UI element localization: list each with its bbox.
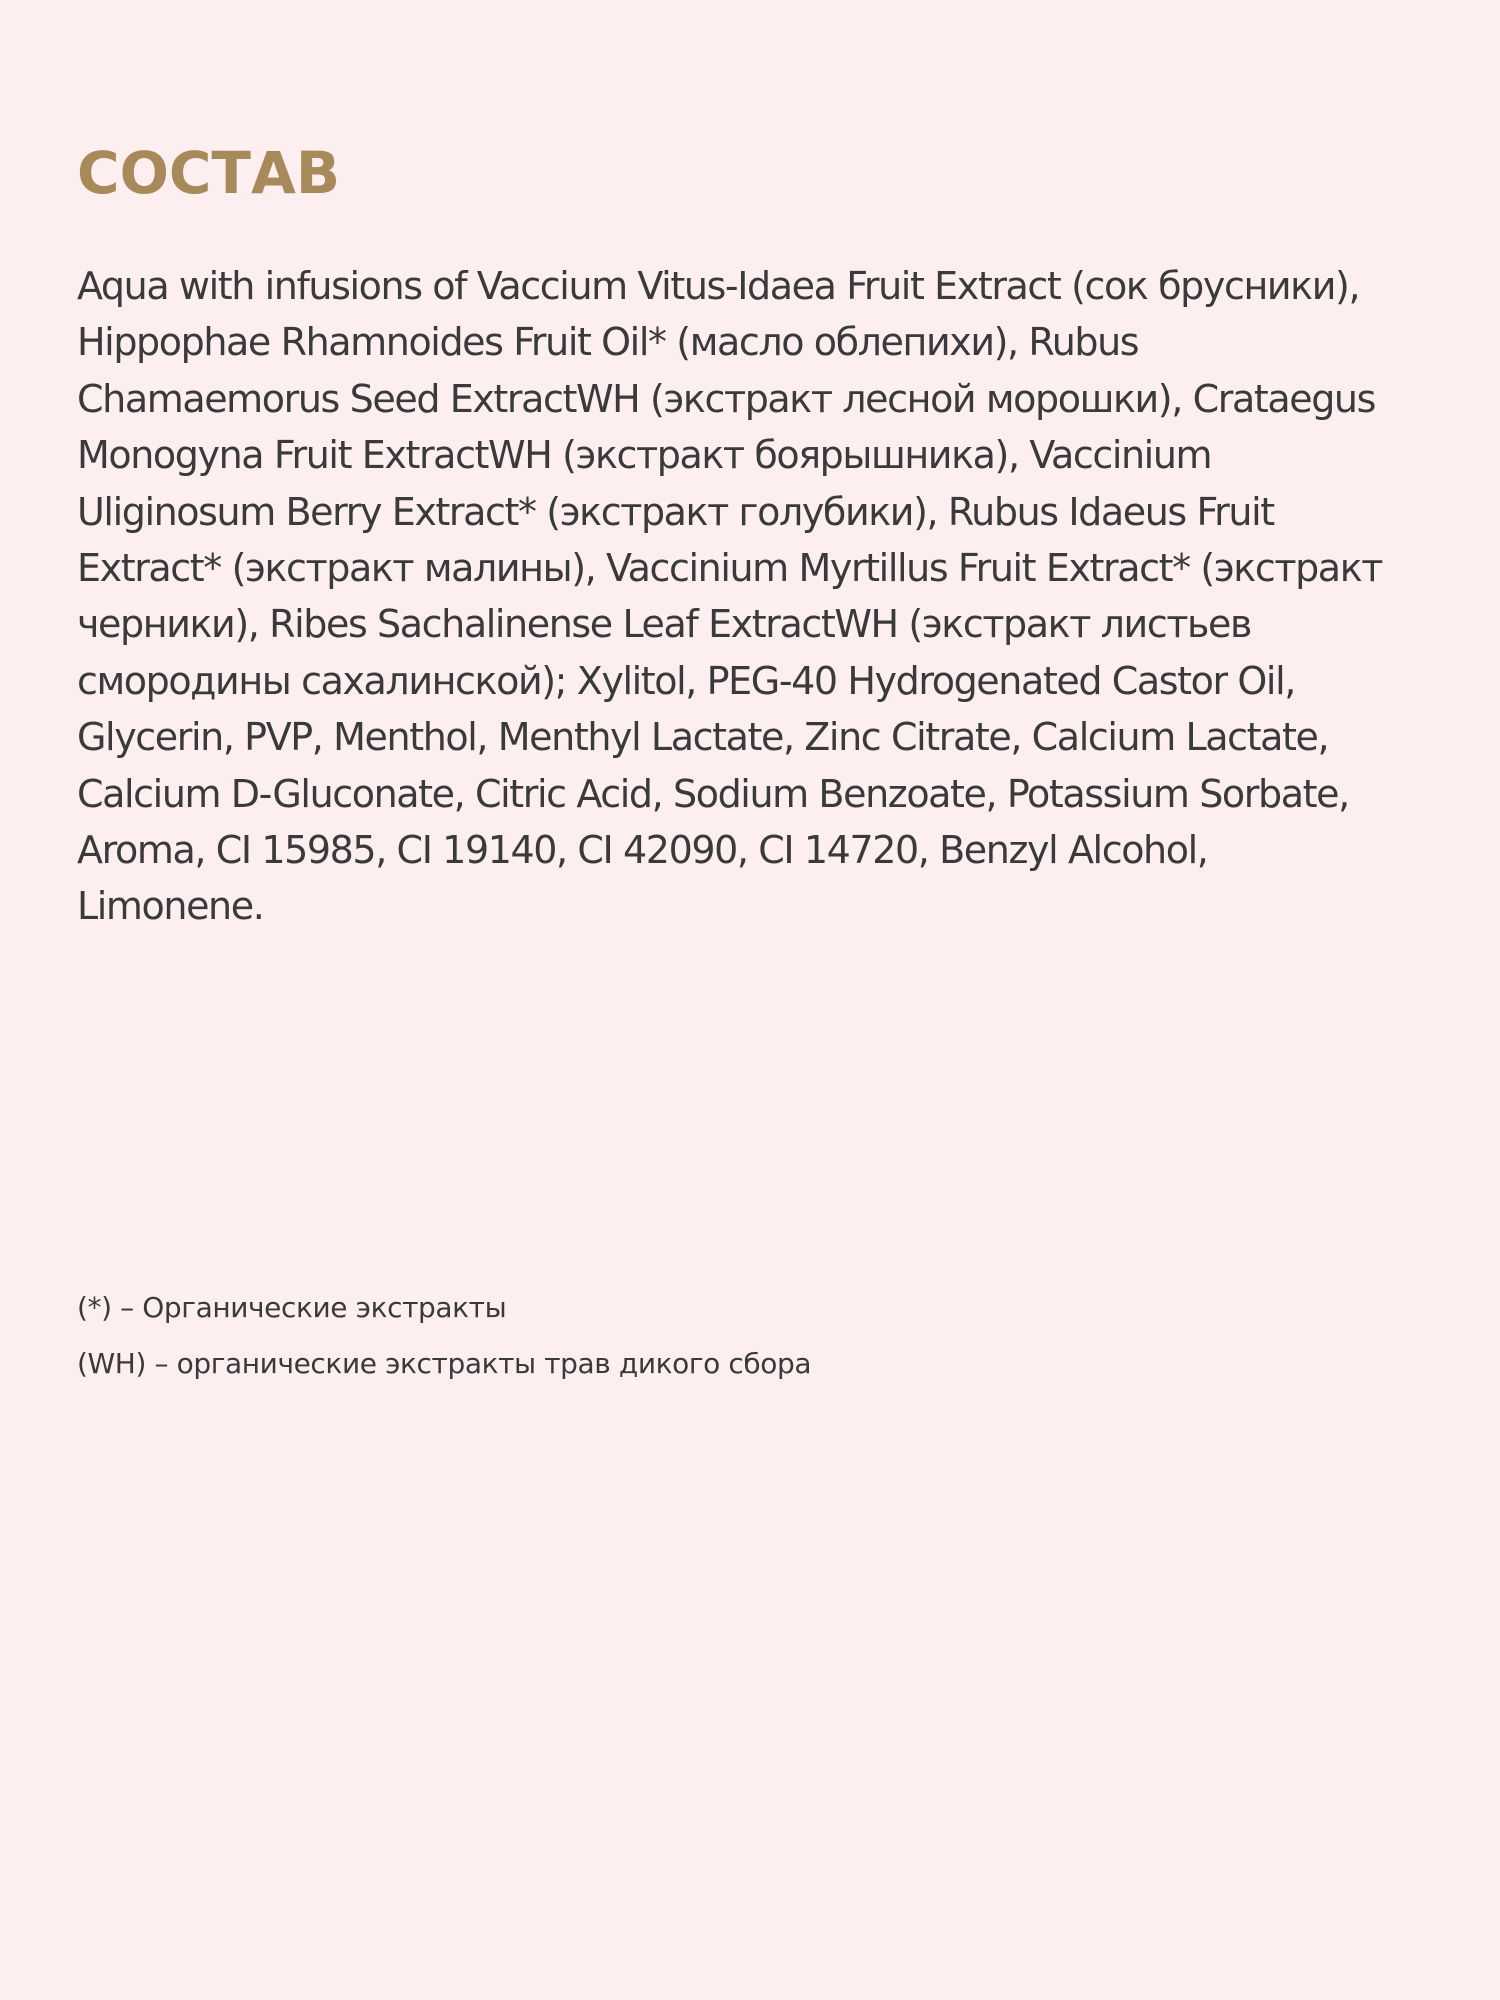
ingredients-line: Extract* (экстракт малины), Vaccinium Myrtillus Fruit Extract* (экстракт (77, 546, 1382, 591)
ingredients-line: Monogyna Fruit ExtractWH (экстракт боярышника), Vaccinium (77, 433, 1212, 478)
ingredients-line: смородины сахалинской); Xylitol, PEG-40 Hydrogenated Castor Oil, (77, 658, 1295, 703)
ingredients-line: Calcium D-Gluconate, Citric Acid, Sodium Benzoate, Potassium Sorbate, (77, 771, 1349, 816)
page-title: СОСТАВ (77, 139, 341, 207)
ingredients-line: Glycerin, PVP, Menthol, Menthyl Lactate, Zinc Citrate, Calcium Lactate, (77, 715, 1329, 760)
ingredients-list (77, 258, 1477, 935)
ingredients-line: Limonene. (77, 884, 264, 929)
ingredients-line: Hippophae Rhamnoides Fruit Oil* (масло облепихи), Rubus (77, 320, 1139, 365)
ingredients-line: Uliginosum Berry Extract* (экстракт голубики), Rubus Idaeus Fruit (77, 489, 1274, 534)
ingredients-line: Aroma, CI 15985, CI 19140, CI 42090, CI 14720, Benzyl Alcohol, (77, 828, 1208, 873)
ingredients-line: черники), Ribes Sachalinense Leaf ExtractWH (экстракт листьев (77, 602, 1252, 647)
ingredients-line: Chamaemorus Seed ExtractWH (экстракт лесной морошки), Crataegus (77, 376, 1376, 421)
footnotes (77, 1280, 1277, 1392)
footnote-organic: (*) – Органические экстракты (77, 1291, 507, 1324)
footnote-wild-harvest: (WH) – органические экстракты трав дикого сбора (77, 1347, 812, 1380)
ingredients-line: Aqua with infusions of Vaccium Vitus-Idaea Fruit Extract (сок брусники), (77, 264, 1360, 308)
